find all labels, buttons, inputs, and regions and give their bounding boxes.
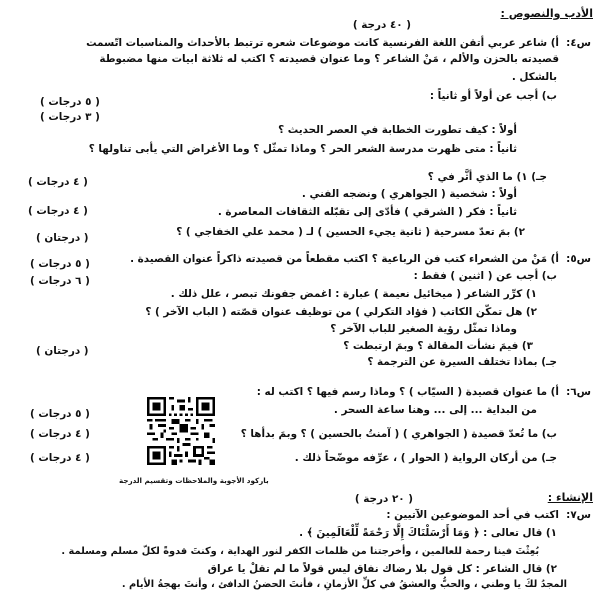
section-marks-composition: ( ٢٠ درجة )	[354, 493, 413, 505]
q6-c: جـ) من أركان الرواية ( الحوار ) ، عرِّفه موضّحاً ذلك .	[294, 452, 557, 464]
q5-c: جـ) بماذا تختلف السيرة عن الترجمة ؟	[367, 356, 557, 368]
section-title-composition: الإنشاء :	[547, 491, 593, 504]
q5-b2: ٢) هل تمكّن الكاتب ( فؤاد التكرلي ) من توظيف عنوان قصّته ( الباب الآخر ) ؟	[145, 306, 537, 318]
q4-c-2: ٢) بمَ تعدّ مسرحية ( ثانية يجيء الحسين ) لـ ( محمد علي الخفاجي ) ؟	[176, 226, 525, 238]
q4-a-line1: أ) شاعر عربي أتقن اللغة الفرنسية كانت موضوعات شعره ترتبط بالأحداث والمناسبات اتّسمت	[86, 37, 559, 49]
q6-marks-b: ( ٤ درجات )	[30, 428, 90, 440]
q6-a-verse: من البداية ... إلى ... وهنا ساعة السحر .	[333, 404, 537, 416]
q4-b-first: أولاً : كيف تطورت الخطابة في العصر الحديث ؟	[278, 124, 517, 136]
q5-b1: ١) كرِّر الشاعر ( ميخائيل نعيمة ) عبارة : اغمض جفونك تبصر ، علل ذلك .	[170, 288, 537, 300]
q5-b3: ٣) فيمَ نشأت المقالة ؟ وبمَ ارتبطت ؟	[343, 340, 533, 352]
q4-c-second: ثانياً : فكر ( الشرقي ) فأدّى إلى تقبّله الثقافات المعاصرة .	[217, 206, 517, 218]
q4-a-line3: بالشكل .	[511, 71, 557, 83]
q5-label: س٥:	[566, 253, 591, 265]
q4-marks-a: ( ٥ درجات )	[40, 96, 100, 108]
q6-a: أ) ما عنوان قصيدة ( السيّاب ) ؟ وماذا رسم فيها ؟ اكتب له :	[256, 386, 559, 398]
q6-b: ب) ما تُعدّ قصيدة ( الجواهري ) ( آمنتُ بالحسين ) ؟ وبمَ بدأها ؟	[240, 428, 557, 440]
q6-label: س٦:	[566, 386, 591, 398]
q5-b2-cont: وماذا تمثّل رؤية الصغير للباب الآخر ؟	[330, 323, 517, 335]
q7-topic1: ١) قال تعالى : ﴿ وَمَا أَرْسَلْنَاكَ إِلَّا رَحْمَةً لِّلْعَالَمِينَ ﴾ .	[299, 527, 557, 539]
q5-marks-b: ( ٦ درجات )	[30, 275, 90, 287]
q6-marks-a: ( ٥ درجات )	[30, 408, 90, 420]
q7-intro: اكتب في أحد الموضوعين الآتيين :	[386, 509, 559, 521]
q7-label: س٧:	[566, 509, 591, 521]
q4-label: س٤:	[566, 37, 591, 49]
section-title-literature: الأدب والنصوص :	[500, 7, 593, 20]
q4-a-line2: قصيدته بالحزن والألم ، مَنْ الشاعر ؟ وما عنوان قصيدته ؟ اكتب له ثلاثة ابيات منها مضبوطة	[99, 53, 559, 65]
q4-c-intro: جـ) ١) ما الذي أثَّر في ؟	[427, 171, 547, 183]
q6-marks-c: ( ٤ درجات )	[30, 452, 90, 464]
q4-b-intro: ب) أجب عن أولاً أو ثانياً :	[429, 90, 557, 102]
q5-marks-a: ( ٥ درجات )	[30, 258, 90, 270]
q7-topic2-text: المجدُ لكَ يا وطني ، والحبُّ والعشقُ في كلِّ الأزمانِ ، فأنتَ الحضنُ الدافئ ، وأنتَ بهجةُ الأيام .	[121, 579, 567, 590]
q5-a: أ) مَنْ من الشعراء كتب فن الرباعية ؟ اكتب مقطعاً من قصيدته ذاكراً عنوان القصيدة .	[130, 253, 559, 265]
q4-marks-c2: ( درجتان )	[36, 232, 89, 244]
q5-b-intro: ب) أجب عن ( اثنين ) فقط :	[413, 270, 557, 282]
section-marks-literature: ( ٤٠ درجة )	[352, 19, 411, 31]
q4-c-first: أولاً : شخصية ( الجواهري ) ونضجه الفني .	[301, 188, 517, 200]
q7-topic2: ٢) قال الشاعر : كل قول بلا رضاك نفاق ليس قولاً ما لم تقلْ يا عراق	[207, 563, 557, 575]
q4-marks-b: ( ٣ درجات )	[40, 111, 100, 123]
answers-qr-code[interactable]	[147, 397, 215, 465]
q7-topic1-text: بُعِثْتَ فينا رحمة للعالمين ، وأخرجتنا من ظلمات الكفر لنور الهداية ، وكنتَ قدوةً لكلّ مسلم ومسلمة .	[61, 546, 539, 557]
q4-marks-c1b: ( ٤ درجات )	[28, 205, 88, 217]
q4-marks-c1: ( ٤ درجات )	[28, 176, 88, 188]
q4-b-second: ثانياً : متى ظهرت مدرسة الشعر الحر ؟ وماذا تمثّل ؟ وما الأغراض التي يأبى تناولها ؟	[88, 143, 517, 155]
q5-marks-c: ( درجتان )	[36, 345, 89, 357]
qr-caption: باركود الأجوبة والملاحظات وتقسيم الدرجة	[119, 476, 269, 485]
